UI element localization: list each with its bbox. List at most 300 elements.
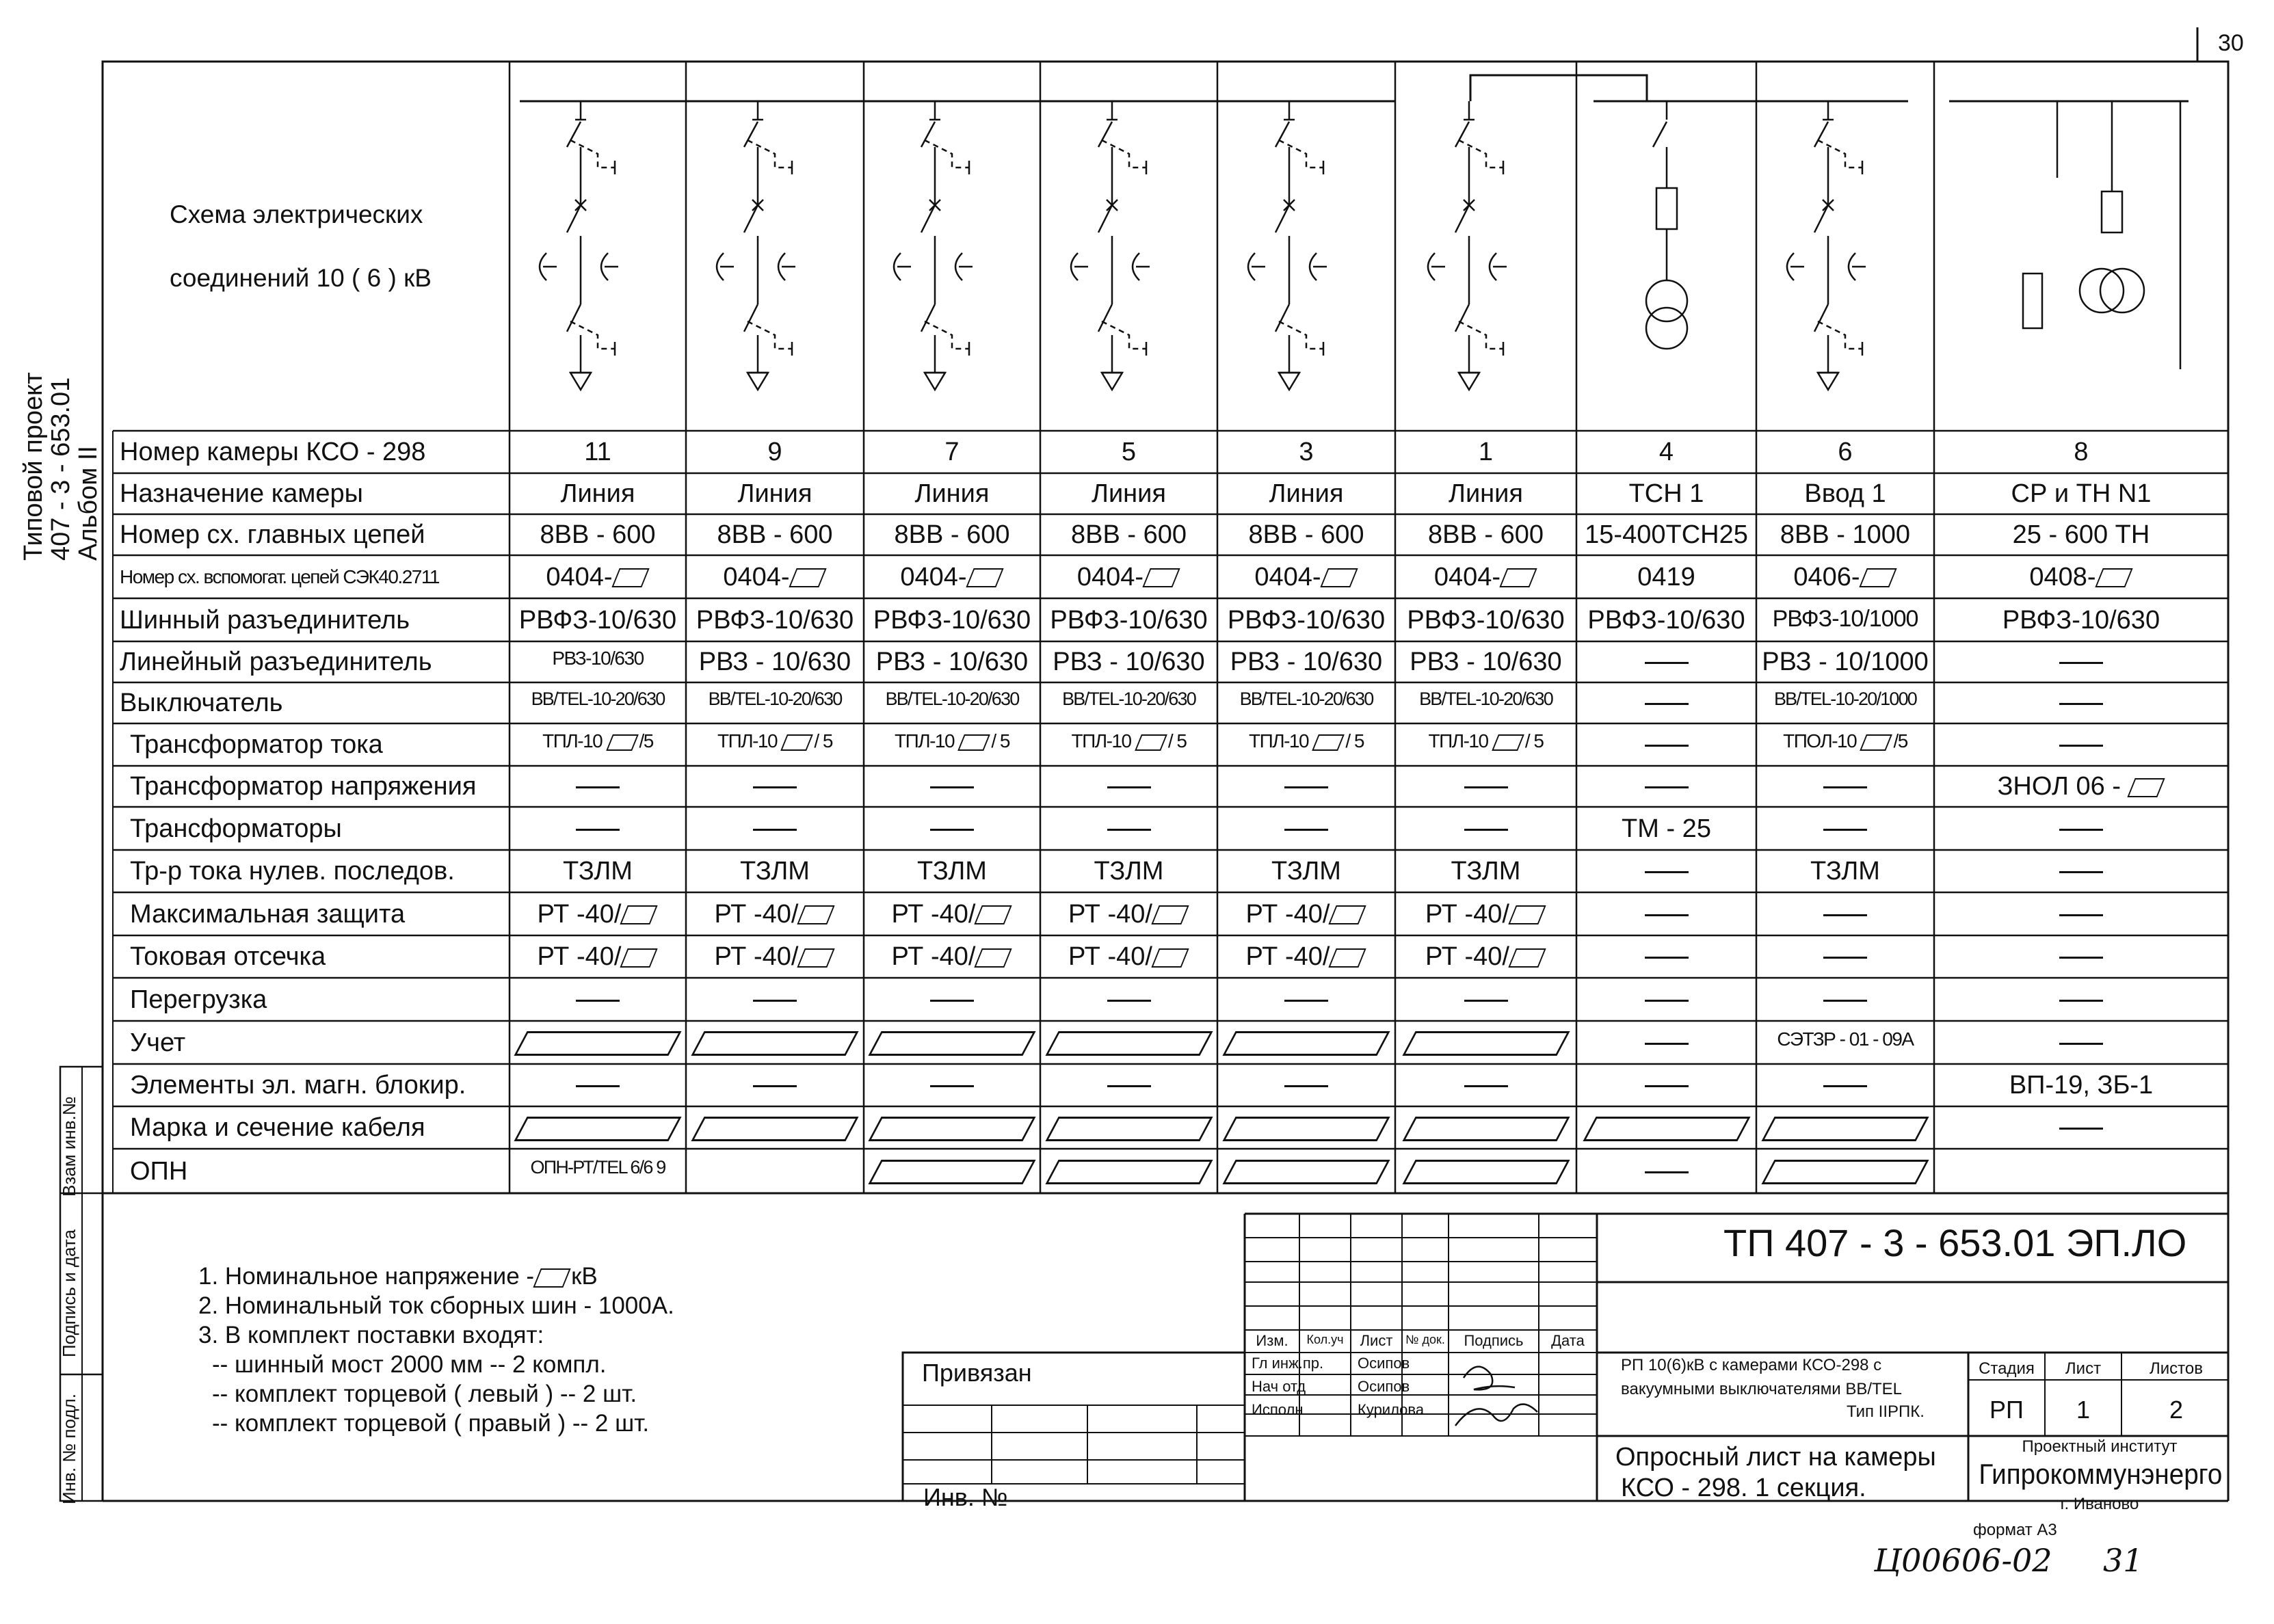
- not-applicable-dash: [930, 1000, 974, 1002]
- cell-cutoff-9: РТ -40/: [686, 944, 864, 970]
- cell-vt-3: [1217, 773, 1395, 799]
- row-label-zsct: Тр-р тока нулев. последов.: [130, 857, 455, 886]
- cell-num-4: 4: [1658, 438, 1674, 466]
- not-applicable-dash: [1464, 1000, 1508, 1002]
- not-applicable-dash: [576, 1085, 620, 1087]
- blank-entry-box[interactable]: [1761, 1117, 1929, 1141]
- cell-schematic-9: [717, 101, 795, 390]
- not-applicable-dash: [2059, 829, 2103, 831]
- cell-max_prot-6: [1756, 901, 1934, 927]
- stamp-role-1: Нач отд: [1252, 1378, 1306, 1395]
- row-label-line_disc: Линейный разъединитель: [120, 648, 432, 676]
- cell-overload-6: [1756, 987, 1934, 1013]
- not-applicable-dash: [1645, 703, 1689, 705]
- cell-line_disc-8: [1934, 649, 2228, 675]
- aux-blank-box[interactable]: [966, 568, 1003, 587]
- cell-bus_disc-7: РВФЗ-10/630: [873, 605, 1031, 635]
- cell-opn-5: [1040, 1158, 1217, 1185]
- aux-blank-box[interactable]: [1859, 568, 1896, 587]
- cell-overload-8: [1934, 987, 2228, 1013]
- cell-ct-4: [1576, 732, 1756, 758]
- not-applicable-dash: [1284, 829, 1328, 831]
- cell-schematic-5: [1071, 101, 1150, 390]
- not-applicable-dash: [1107, 1000, 1151, 1002]
- cell-zsct-8: [1934, 858, 2228, 884]
- stamp-name-0: Осипов: [1358, 1355, 1410, 1372]
- blank-entry-box[interactable]: [1222, 1117, 1390, 1141]
- relay-setting-box[interactable]: [975, 948, 1012, 968]
- not-applicable-dash: [576, 1000, 620, 1002]
- object-line3: Тип IIРПК.: [1847, 1402, 1925, 1421]
- row-label-ct: Трансформатор тока: [130, 730, 383, 759]
- not-applicable-dash: [1284, 786, 1328, 788]
- not-applicable-dash: [1823, 1000, 1867, 1002]
- ct-ratio-box[interactable]: [1860, 734, 1893, 751]
- scheme-header-line1: Схема электрических: [170, 200, 423, 228]
- cell-interlock-8: ВП-19, ЗБ-1: [2009, 1071, 2154, 1100]
- cell-overload-5: [1040, 987, 1217, 1013]
- blank-entry-box[interactable]: [1583, 1117, 1750, 1141]
- cell-overload-3: [1217, 987, 1395, 1013]
- cell-line_disc-4: [1576, 649, 1756, 675]
- cell-vt-7: [864, 773, 1040, 799]
- cell-cable-1: [1395, 1115, 1576, 1141]
- cell-cable-11: [510, 1115, 686, 1141]
- cell-main_circuit-9: 8ВВ - 600: [717, 520, 833, 549]
- relay-setting-box[interactable]: [1151, 905, 1189, 924]
- cell-max_prot-3: РТ -40/: [1217, 901, 1395, 927]
- sheet-title-1: Опросный лист на камеры: [1615, 1443, 1936, 1472]
- cell-max_prot-8: [1934, 901, 2228, 927]
- cell-bus_disc-3: РВФЗ-10/630: [1227, 605, 1386, 635]
- cell-interlock-11: [510, 1072, 686, 1098]
- cell-ct-11: ТПЛ-10 /5: [542, 730, 653, 751]
- row-label-aux_circuit: Номер сх. вспомогат. цепей СЭК40.2711: [120, 565, 439, 587]
- not-applicable-dash: [1464, 786, 1508, 788]
- inv-no-label: Инв. №: [923, 1483, 1008, 1511]
- not-applicable-dash: [2059, 1000, 2103, 1002]
- cell-vt-1: [1395, 773, 1576, 799]
- cell-ct-9: ТПЛ-10 / 5: [717, 730, 832, 751]
- cell-cutoff-7: РТ -40/: [864, 944, 1040, 970]
- cell-zsct-9: ТЗЛМ: [740, 857, 810, 886]
- stage-value: РП: [1989, 1396, 2024, 1424]
- aux-blank-box[interactable]: [611, 568, 649, 587]
- cell-purpose-5: Линия: [1092, 479, 1166, 508]
- cell-opn-7: [864, 1158, 1040, 1185]
- sheet-title-2: КСО - 298. 1 секция.: [1621, 1474, 1866, 1502]
- sheet-label: Лист: [2065, 1359, 2102, 1378]
- not-applicable-dash: [1107, 1085, 1151, 1087]
- not-applicable-dash: [1823, 829, 1867, 831]
- aux-blank-box[interactable]: [2095, 568, 2132, 587]
- relay-setting-box[interactable]: [797, 905, 835, 924]
- cell-max_prot-9: РТ -40/: [686, 901, 864, 927]
- row-label-bus_disc: Шинный разъединитель: [120, 605, 410, 635]
- not-applicable-dash: [1645, 957, 1689, 959]
- sheets-label: Листов: [2150, 1359, 2203, 1378]
- cell-vt-6: [1756, 773, 1934, 799]
- cell-transformer-1: [1395, 816, 1576, 842]
- cell-cutoff-11: РТ -40/: [510, 944, 686, 970]
- cell-ct-3: ТПЛ-10 / 5: [1249, 730, 1364, 751]
- designation: ТП 407 - 3 - 653.01 ЭП.ЛО: [1723, 1221, 2187, 1264]
- cell-transformer-3: [1217, 816, 1395, 842]
- cell-main_circuit-7: 8ВВ - 600: [894, 520, 1010, 549]
- note-3a: -- шинный мост 2000 мм -- 2 компл.: [212, 1351, 607, 1378]
- privyazan-label: Привязан: [922, 1359, 1032, 1387]
- cell-metering-4: [1576, 1030, 1756, 1056]
- cell-ct-6: ТПОЛ-10 /5: [1783, 730, 1907, 751]
- cell-ct-5: ТПЛ-10 / 5: [1071, 730, 1187, 751]
- not-applicable-dash: [2059, 662, 2103, 664]
- cell-num-6: 6: [1838, 438, 1853, 466]
- blank-entry-box[interactable]: [1402, 1031, 1570, 1056]
- cell-num-8: 8: [2074, 438, 2089, 466]
- cell-transformer-11: [510, 816, 686, 842]
- not-applicable-dash: [1645, 662, 1689, 664]
- sheet-value: 1: [2076, 1396, 2091, 1424]
- cell-main_circuit-4: 15-400ТСН25: [1585, 520, 1748, 549]
- not-applicable-dash: [2059, 1128, 2103, 1130]
- side-field-inv-podl: Инв. № подл.: [59, 1394, 79, 1504]
- cell-vt-5: [1040, 773, 1217, 799]
- cell-cutoff-1: РТ -40/: [1395, 944, 1576, 970]
- cell-zsct-7: ТЗЛМ: [917, 857, 987, 886]
- cell-main_circuit-1: 8ВВ - 600: [1428, 520, 1544, 549]
- cell-purpose-11: Линия: [560, 479, 635, 508]
- cell-purpose-1: Линия: [1449, 479, 1523, 508]
- cell-main_circuit-11: 8ВВ - 600: [540, 520, 656, 549]
- not-applicable-dash: [2059, 957, 2103, 959]
- cell-line_disc-11: РВЗ-10/630: [552, 648, 644, 669]
- cell-bus_disc-6: РВФЗ-10/1000: [1772, 605, 1918, 632]
- cell-cable-7: [864, 1115, 1040, 1141]
- not-applicable-dash: [1464, 1085, 1508, 1087]
- institute-city: г. Иваново: [2060, 1495, 2139, 1513]
- stage-label: Стадия: [1979, 1359, 2035, 1378]
- side-title-line3: Альбом II: [73, 445, 103, 561]
- note-1: [198, 1264, 598, 1288]
- cell-purpose-8: СР и ТН N1: [2011, 479, 2152, 508]
- cell-aux_circuit-6: 0406-: [1756, 564, 1934, 590]
- cell-opn-3: [1217, 1158, 1395, 1185]
- cell-bus_disc-4: РВФЗ-10/630: [1587, 605, 1745, 635]
- ct-ratio-box[interactable]: [781, 734, 814, 751]
- row-label-interlock: Элементы эл. магн. блокир.: [130, 1071, 466, 1100]
- cell-bus_disc-8: РВФЗ-10/630: [2002, 605, 2160, 635]
- relay-setting-box[interactable]: [975, 905, 1012, 924]
- blank-entry-box[interactable]: [691, 1117, 858, 1141]
- stamp-header-2: Лист: [1360, 1332, 1393, 1349]
- cell-num-1: 1: [1478, 438, 1494, 466]
- cell-num-3: 3: [1299, 438, 1314, 466]
- row-label-transformer: Трансформаторы: [130, 814, 342, 843]
- cell-opn-4: [1576, 1158, 1756, 1184]
- cell-num-9: 9: [767, 438, 782, 466]
- cell-schematic-8: [2023, 101, 2180, 369]
- cell-transformer-6: [1756, 816, 1934, 842]
- cell-main_circuit-5: 8ВВ - 600: [1071, 520, 1187, 549]
- not-applicable-dash: [576, 786, 620, 788]
- cell-vt-9: [686, 773, 864, 799]
- cell-schematic-7: [894, 101, 973, 390]
- blank-entry-box[interactable]: [1761, 1160, 1929, 1184]
- stamp-name-1: Осипов: [1358, 1378, 1410, 1395]
- cell-cable-3: [1217, 1115, 1395, 1141]
- side-title-line2: 407 - 3 - 653.01: [46, 377, 75, 561]
- cell-cutoff-3: РТ -40/: [1217, 944, 1395, 970]
- blank-entry-box[interactable]: [868, 1117, 1035, 1141]
- cell-line_disc-3: РВЗ - 10/630: [1230, 648, 1383, 676]
- note-2: 2. Номинальный ток сборных шин - 1000А.: [198, 1292, 674, 1319]
- cell-num-7: 7: [944, 438, 960, 466]
- cell-purpose-3: Линия: [1269, 479, 1344, 508]
- not-applicable-dash: [1645, 1043, 1689, 1045]
- blank-entry-box[interactable]: [1045, 1117, 1213, 1141]
- not-applicable-dash: [1645, 1171, 1689, 1173]
- handwritten-code: Ц00606-02: [1874, 1542, 2052, 1579]
- not-applicable-dash: [1645, 914, 1689, 916]
- cell-interlock-9: [686, 1072, 864, 1098]
- object-line1: РП 10(6)кВ с камерами КСО-298 с: [1621, 1356, 1882, 1374]
- ct-ratio-box[interactable]: [1312, 734, 1345, 751]
- cell-schematic-4: [1646, 101, 1687, 349]
- stamp-header-4: Подпись: [1464, 1332, 1524, 1349]
- cell-line_disc-1: РВЗ - 10/630: [1410, 648, 1562, 676]
- note-3c: -- комплект торцевой ( правый ) -- 2 шт.: [212, 1410, 650, 1437]
- row-label-breaker: Выключатель: [120, 689, 283, 717]
- cell-main_circuit-6: 8ВВ - 1000: [1780, 520, 1911, 549]
- not-applicable-dash: [1645, 871, 1689, 873]
- not-applicable-dash: [1107, 786, 1151, 788]
- vt-type-box[interactable]: [2127, 778, 2165, 797]
- cell-overload-11: [510, 987, 686, 1013]
- cell-breaker-9: BB/TEL-10-20/630: [708, 689, 842, 709]
- relay-setting-box[interactable]: [797, 948, 835, 968]
- signature-scribbles: [1455, 1367, 1537, 1426]
- cell-aux_circuit-5: 0404-: [1040, 564, 1217, 590]
- row-label-opn: ОПН: [130, 1156, 188, 1186]
- aux-blank-box[interactable]: [1320, 568, 1358, 587]
- cell-cable-5: [1040, 1115, 1217, 1141]
- side-field-vzam-inv: Взам инв.№: [59, 1096, 79, 1197]
- not-applicable-dash: [1823, 914, 1867, 916]
- cell-overload-7: [864, 987, 1040, 1013]
- ct-ratio-box[interactable]: [606, 734, 639, 751]
- relay-setting-box[interactable]: [1329, 905, 1366, 924]
- cell-vt-11: [510, 773, 686, 799]
- cell-zsct-4: [1576, 858, 1756, 884]
- cell-aux_circuit-9: 0404-: [686, 564, 864, 590]
- cell-ct-7: ТПЛ-10 / 5: [895, 730, 1009, 751]
- cell-vt-4: [1576, 773, 1756, 799]
- cell-transformer-7: [864, 816, 1040, 842]
- cell-cutoff-5: РТ -40/: [1040, 944, 1217, 970]
- not-applicable-dash: [1823, 786, 1867, 788]
- not-applicable-dash: [753, 786, 797, 788]
- not-applicable-dash: [1823, 1085, 1867, 1087]
- cell-num-11: 11: [584, 438, 611, 466]
- relay-setting-box[interactable]: [1508, 948, 1546, 968]
- cell-zsct-11: ТЗЛМ: [563, 857, 633, 886]
- row-label-purpose: Назначение камеры: [120, 479, 363, 508]
- not-applicable-dash: [1823, 957, 1867, 959]
- not-applicable-dash: [2059, 745, 2103, 747]
- cell-zsct-3: ТЗЛМ: [1271, 857, 1341, 886]
- not-applicable-dash: [1645, 1085, 1689, 1087]
- cell-aux_circuit-1: 0404-: [1395, 564, 1576, 590]
- cell-breaker-5: BB/TEL-10-20/630: [1062, 689, 1195, 709]
- stamp-name-2: Курилова: [1358, 1401, 1425, 1418]
- cell-breaker-7: BB/TEL-10-20/630: [885, 689, 1019, 709]
- cell-metering-9: [686, 1030, 864, 1056]
- cell-transformer-4: ТМ - 25: [1622, 814, 1711, 843]
- ct-ratio-box[interactable]: [1135, 734, 1167, 751]
- relay-setting-box[interactable]: [620, 948, 658, 968]
- cell-schematic-1: [1428, 101, 1507, 390]
- cell-cable-9: [686, 1115, 864, 1141]
- cell-ct-8: [1934, 732, 2228, 758]
- blank-entry-box[interactable]: [1402, 1160, 1570, 1184]
- not-applicable-dash: [2059, 871, 2103, 873]
- cell-purpose-4: ТСН 1: [1628, 479, 1704, 508]
- cell-interlock-4: [1576, 1072, 1756, 1098]
- cell-bus_disc-1: РВФЗ-10/630: [1407, 605, 1565, 635]
- blank-entry-box[interactable]: [1045, 1031, 1213, 1056]
- blank-entry-box[interactable]: [1222, 1031, 1390, 1056]
- blank-entry-box[interactable]: [514, 1117, 681, 1141]
- relay-setting-box[interactable]: [1508, 905, 1546, 924]
- cell-metering-6: СЭТЗР - 01 - 09А: [1777, 1028, 1914, 1050]
- cell-cutoff-4: [1576, 944, 1756, 970]
- cell-max_prot-4: [1576, 901, 1756, 927]
- blank-entry-box[interactable]: [691, 1031, 858, 1056]
- row-label-metering: Учет: [130, 1028, 186, 1057]
- blank-entry-box[interactable]: [1222, 1160, 1390, 1184]
- side-field-podpis-data: Подпись и дата: [59, 1229, 79, 1357]
- sheets-value: 2: [2169, 1396, 2184, 1424]
- cell-metering-7: [864, 1030, 1040, 1056]
- cell-breaker-1: BB/TEL-10-20/630: [1419, 689, 1552, 709]
- cell-metering-11: [510, 1030, 686, 1056]
- aux-blank-box[interactable]: [1499, 568, 1537, 587]
- blank-entry-box[interactable]: [1402, 1117, 1570, 1141]
- cell-interlock-1: [1395, 1072, 1576, 1098]
- scheme-header-line2: соединений 10 ( 6 ) кВ: [170, 264, 432, 292]
- blank-entry-box[interactable]: [514, 1031, 681, 1056]
- blank-entry-box[interactable]: [1045, 1160, 1213, 1184]
- not-applicable-dash: [1645, 1000, 1689, 1002]
- note-3b: -- комплект торцевой ( левый ) -- 2 шт.: [212, 1381, 637, 1407]
- note-1-unit: кВ: [571, 1263, 598, 1290]
- cell-vt-8: ЗНОЛ 06 -: [1934, 773, 2228, 799]
- row-label-vt: Трансформатор напряжения: [130, 772, 477, 801]
- cell-metering-1: [1395, 1030, 1576, 1056]
- cell-aux_circuit-7: 0404-: [864, 564, 1040, 590]
- cell-interlock-3: [1217, 1072, 1395, 1098]
- stamp-header-5: Дата: [1551, 1332, 1585, 1349]
- cell-breaker-4: [1576, 690, 1756, 716]
- cell-purpose-6: Ввод 1: [1804, 479, 1886, 508]
- cell-purpose-7: Линия: [914, 479, 990, 508]
- cell-opn-11: ОПН-РТ/TEL 6/6 9: [530, 1156, 665, 1177]
- cell-bus_disc-11: РВФЗ-10/630: [518, 605, 677, 635]
- not-applicable-dash: [1464, 829, 1508, 831]
- ct-ratio-box[interactable]: [1492, 734, 1524, 751]
- cell-bus_disc-9: РВФЗ-10/630: [696, 605, 854, 635]
- cell-schematic-11: [540, 101, 618, 390]
- cell-ct-1: ТПЛ-10 / 5: [1428, 730, 1544, 751]
- not-applicable-dash: [576, 829, 620, 831]
- stamp-header-3: № док.: [1405, 1333, 1445, 1346]
- note-1-text: 1. Номинальное напряжение -: [198, 1263, 535, 1290]
- row-label-main_circuit: Номер сх. главных цепей: [120, 520, 425, 549]
- not-applicable-dash: [1284, 1085, 1328, 1087]
- aux-blank-box[interactable]: [789, 568, 826, 587]
- cell-transformer-9: [686, 816, 864, 842]
- cell-cable-4: [1576, 1115, 1756, 1141]
- row-label-cable: Марка и сечение кабеля: [130, 1113, 425, 1142]
- note-3: 3. В комплект поставки входят:: [198, 1322, 544, 1348]
- format-label: формат А3: [1973, 1521, 2057, 1539]
- cell-main_circuit-8: 25 - 600 ТН: [2012, 520, 2150, 549]
- cell-max_prot-7: РТ -40/: [864, 901, 1040, 927]
- cell-breaker-8: [1934, 690, 2228, 716]
- cell-num-5: 5: [1121, 438, 1137, 466]
- stamp-role-2: Исполн: [1252, 1401, 1304, 1418]
- stamp-role-0: Гл инж.пр.: [1252, 1355, 1324, 1372]
- side-title-line1: Типовой проект: [19, 372, 48, 561]
- cell-schematic-3: [1248, 101, 1327, 390]
- cell-aux_circuit-3: 0404-: [1217, 564, 1395, 590]
- aux-blank-box[interactable]: [1142, 568, 1180, 587]
- cell-breaker-6: BB/TEL-10-20/1000: [1773, 689, 1917, 709]
- cell-zsct-6: ТЗЛМ: [1810, 857, 1880, 886]
- cell-interlock-7: [864, 1072, 1040, 1098]
- row-label-overload: Перегрузка: [130, 985, 267, 1014]
- not-applicable-dash: [753, 829, 797, 831]
- cell-overload-9: [686, 987, 864, 1013]
- cell-cutoff-6: [1756, 944, 1934, 970]
- cell-cable-6: [1756, 1115, 1934, 1141]
- ct-ratio-box[interactable]: [958, 734, 991, 751]
- cell-aux_circuit-8: 0408-: [1934, 564, 2228, 590]
- cell-transformer-5: [1040, 816, 1217, 842]
- relay-setting-box[interactable]: [620, 905, 658, 924]
- cell-breaker-11: BB/TEL-10-20/630: [531, 689, 665, 709]
- stamp-header-0: Изм.: [1256, 1332, 1288, 1349]
- not-applicable-dash: [1284, 1000, 1328, 1002]
- relay-setting-box[interactable]: [1151, 948, 1189, 968]
- institute-caption: Проектный институт: [2022, 1437, 2178, 1456]
- stamp-header-1: Кол.уч: [1306, 1333, 1344, 1346]
- not-applicable-dash: [2059, 914, 2103, 916]
- cell-overload-4: [1576, 987, 1756, 1013]
- cell-aux_circuit-4: 0419: [1637, 562, 1695, 591]
- cell-metering-3: [1217, 1030, 1395, 1056]
- row-label-max_prot: Максимальная защита: [130, 899, 406, 929]
- not-applicable-dash: [1645, 786, 1689, 788]
- relay-setting-box[interactable]: [1329, 948, 1366, 968]
- cell-overload-1: [1395, 987, 1576, 1013]
- blank-entry-box[interactable]: [868, 1031, 1035, 1056]
- not-applicable-dash: [930, 829, 974, 831]
- blank-entry-box[interactable]: [868, 1160, 1035, 1184]
- cell-line_disc-9: РВЗ - 10/630: [698, 648, 851, 676]
- voltage-blank-box[interactable]: [533, 1268, 570, 1288]
- cell-zsct-5: ТЗЛМ: [1094, 857, 1164, 886]
